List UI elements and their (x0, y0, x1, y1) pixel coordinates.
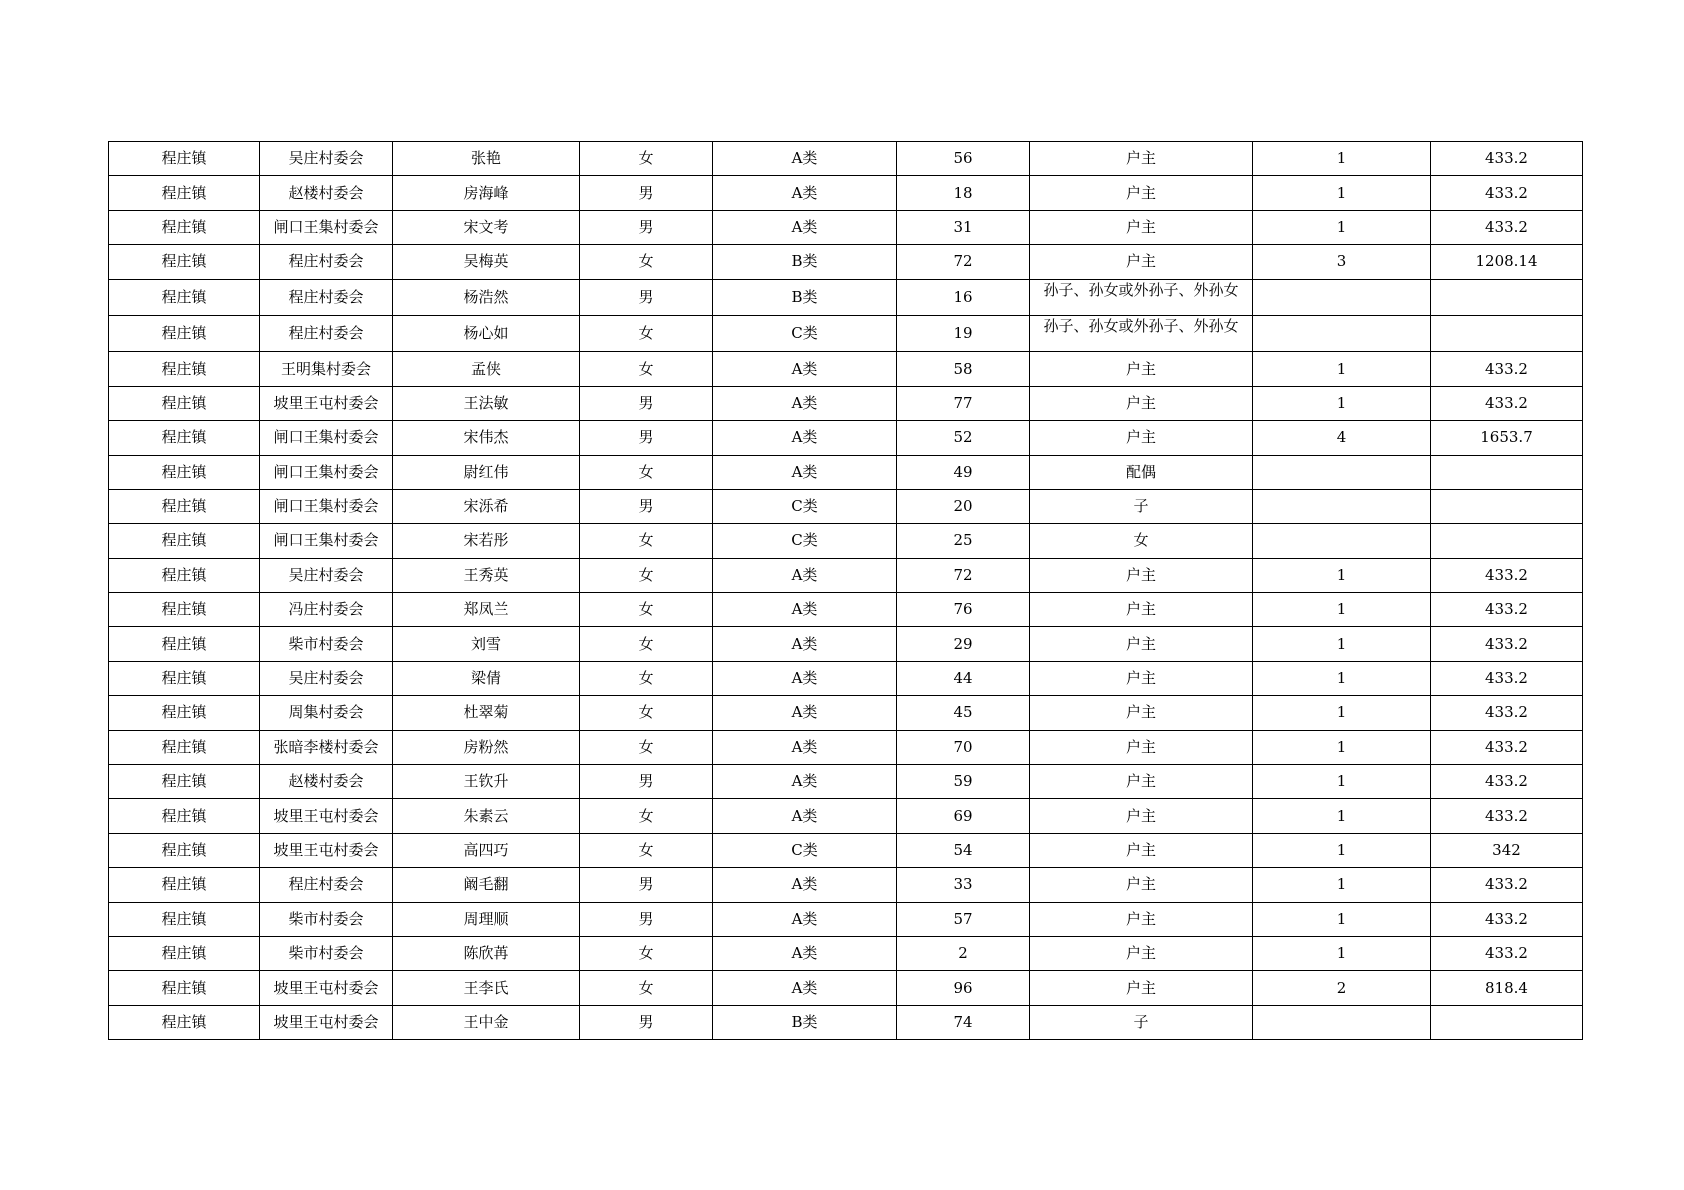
cell-relation: 户主 (1030, 352, 1253, 386)
cell-village-committee: 吴庄村委会 (260, 661, 393, 695)
cell-text: 孙子、孙女或外孙子、外孙女 (1043, 317, 1239, 335)
cell-household-size: 1 (1253, 558, 1431, 592)
cell-amount: 433.2 (1431, 210, 1583, 244)
cell-relation: 户主 (1030, 833, 1253, 867)
cell-relation: 户主 (1030, 730, 1253, 764)
cell-name: 杨心如 (393, 315, 580, 351)
cell-household-size: 1 (1253, 765, 1431, 799)
cell-category: B类 (713, 1005, 897, 1039)
cell-age: 58 (897, 352, 1030, 386)
cell-gender: 女 (580, 142, 713, 176)
cell-town: 程庄镇 (109, 421, 260, 455)
cell-amount: 433.2 (1431, 868, 1583, 902)
cell-relation: 户主 (1030, 696, 1253, 730)
cell-town: 程庄镇 (109, 386, 260, 420)
table-body (109, 142, 1583, 1040)
cell-household-size: 1 (1253, 799, 1431, 833)
cell-gender: 男 (580, 902, 713, 936)
cell-town: 程庄镇 (109, 661, 260, 695)
cell-age: 2 (897, 936, 1030, 970)
cell-category: A类 (713, 142, 897, 176)
cell-household-size: 1 (1253, 593, 1431, 627)
table-row (109, 730, 1583, 764)
cell-gender: 女 (580, 524, 713, 558)
cell-name: 房海峰 (393, 176, 580, 210)
cell-amount: 1208.14 (1431, 245, 1583, 279)
cell-age: 44 (897, 661, 1030, 695)
cell-town: 程庄镇 (109, 730, 260, 764)
cell-village-committee: 程庄村委会 (260, 279, 393, 315)
cell-name: 尉红伟 (393, 455, 580, 489)
cell-town: 程庄镇 (109, 765, 260, 799)
cell-name: 杨浩然 (393, 279, 580, 315)
cell-age: 16 (897, 279, 1030, 315)
cell-age: 33 (897, 868, 1030, 902)
cell-amount: 433.2 (1431, 936, 1583, 970)
cell-village-committee: 赵楼村委会 (260, 765, 393, 799)
cell-age: 56 (897, 142, 1030, 176)
table-row (109, 210, 1583, 244)
cell-name: 郑凤兰 (393, 593, 580, 627)
cell-household-size (1253, 524, 1431, 558)
cell-gender: 男 (580, 489, 713, 523)
cell-village-committee: 吴庄村委会 (260, 558, 393, 592)
cell-relation: 子 (1030, 1005, 1253, 1039)
cell-gender: 女 (580, 593, 713, 627)
cell-village-committee: 闸口王集村委会 (260, 489, 393, 523)
cell-name: 王秀英 (393, 558, 580, 592)
table-row (109, 765, 1583, 799)
cell-town: 程庄镇 (109, 696, 260, 730)
cell-age: 18 (897, 176, 1030, 210)
cell-town: 程庄镇 (109, 1005, 260, 1039)
cell-village-committee: 程庄村委会 (260, 315, 393, 351)
cell-name: 刘雪 (393, 627, 580, 661)
cell-age: 31 (897, 210, 1030, 244)
cell-category: A类 (713, 902, 897, 936)
cell-town: 程庄镇 (109, 210, 260, 244)
cell-amount: 818.4 (1431, 971, 1583, 1005)
cell-name: 张艳 (393, 142, 580, 176)
table-row (109, 627, 1583, 661)
cell-amount: 433.2 (1431, 558, 1583, 592)
cell-town: 程庄镇 (109, 176, 260, 210)
cell-gender: 女 (580, 558, 713, 592)
cell-relation: 户主 (1030, 386, 1253, 420)
cell-relation: 户主 (1030, 421, 1253, 455)
cell-household-size: 1 (1253, 386, 1431, 420)
cell-amount (1431, 1005, 1583, 1039)
cell-category: C类 (713, 524, 897, 558)
cell-name: 梁倩 (393, 661, 580, 695)
cell-town: 程庄镇 (109, 455, 260, 489)
cell-amount: 342 (1431, 833, 1583, 867)
cell-name: 宋文考 (393, 210, 580, 244)
cell-category: A类 (713, 176, 897, 210)
cell-category: A类 (713, 696, 897, 730)
table-row (109, 386, 1583, 420)
cell-village-committee: 坡里王屯村委会 (260, 799, 393, 833)
cell-village-committee: 吴庄村委会 (260, 142, 393, 176)
cell-category: A类 (713, 627, 897, 661)
cell-gender: 男 (580, 210, 713, 244)
cell-household-size: 1 (1253, 210, 1431, 244)
cell-category: A类 (713, 352, 897, 386)
cell-category: C类 (713, 489, 897, 523)
table-row (109, 833, 1583, 867)
cell-household-size: 1 (1253, 902, 1431, 936)
table-row (109, 593, 1583, 627)
cell-gender: 男 (580, 386, 713, 420)
cell-age: 54 (897, 833, 1030, 867)
cell-amount (1431, 489, 1583, 523)
cell-gender: 女 (580, 315, 713, 351)
cell-town: 程庄镇 (109, 799, 260, 833)
cell-text: 孙子、孙女或外孙子、外孙女 (1043, 281, 1239, 299)
cell-town: 程庄镇 (109, 315, 260, 351)
cell-age: 77 (897, 386, 1030, 420)
cell-household-size: 1 (1253, 696, 1431, 730)
table-row (109, 524, 1583, 558)
cell-age: 72 (897, 245, 1030, 279)
cell-gender: 女 (580, 936, 713, 970)
cell-name: 房粉然 (393, 730, 580, 764)
cell-age: 29 (897, 627, 1030, 661)
cell-gender: 女 (580, 799, 713, 833)
cell-village-committee: 程庄村委会 (260, 245, 393, 279)
table-row (109, 661, 1583, 695)
cell-relation: 户主 (1030, 627, 1253, 661)
cell-relation: 户主 (1030, 245, 1253, 279)
cell-amount (1431, 279, 1583, 315)
cell-relation (1030, 315, 1253, 351)
cell-household-size: 1 (1253, 730, 1431, 764)
cell-relation: 户主 (1030, 868, 1253, 902)
cell-gender: 男 (580, 1005, 713, 1039)
cell-category: C类 (713, 833, 897, 867)
cell-relation: 女 (1030, 524, 1253, 558)
table-row (109, 455, 1583, 489)
cell-town: 程庄镇 (109, 558, 260, 592)
cell-household-size: 1 (1253, 176, 1431, 210)
cell-village-committee: 闸口王集村委会 (260, 524, 393, 558)
cell-village-committee: 坡里王屯村委会 (260, 971, 393, 1005)
cell-relation (1030, 279, 1253, 315)
cell-town: 程庄镇 (109, 279, 260, 315)
cell-gender: 女 (580, 661, 713, 695)
cell-relation: 户主 (1030, 971, 1253, 1005)
cell-household-size: 3 (1253, 245, 1431, 279)
cell-gender: 女 (580, 352, 713, 386)
cell-town: 程庄镇 (109, 868, 260, 902)
cell-household-size: 1 (1253, 936, 1431, 970)
cell-gender: 女 (580, 730, 713, 764)
cell-town: 程庄镇 (109, 489, 260, 523)
cell-name: 宋泺希 (393, 489, 580, 523)
cell-gender: 女 (580, 245, 713, 279)
cell-relation: 户主 (1030, 142, 1253, 176)
cell-amount: 433.2 (1431, 176, 1583, 210)
cell-household-size: 1 (1253, 833, 1431, 867)
cell-gender: 女 (580, 971, 713, 1005)
table-row (109, 279, 1583, 315)
table-row (109, 421, 1583, 455)
cell-category: A类 (713, 455, 897, 489)
cell-village-committee: 闸口王集村委会 (260, 421, 393, 455)
cell-name: 杜翠菊 (393, 696, 580, 730)
cell-relation: 户主 (1030, 936, 1253, 970)
cell-relation: 户主 (1030, 558, 1253, 592)
cell-name: 王中金 (393, 1005, 580, 1039)
table-row (109, 315, 1583, 351)
cell-relation: 户主 (1030, 765, 1253, 799)
cell-age: 20 (897, 489, 1030, 523)
cell-category: A类 (713, 558, 897, 592)
cell-household-size (1253, 315, 1431, 351)
cell-village-committee: 坡里王屯村委会 (260, 386, 393, 420)
cell-gender: 男 (580, 868, 713, 902)
cell-amount: 433.2 (1431, 352, 1583, 386)
cell-age: 96 (897, 971, 1030, 1005)
cell-amount: 433.2 (1431, 661, 1583, 695)
table-row (109, 352, 1583, 386)
cell-relation: 配偶 (1030, 455, 1253, 489)
cell-category: A类 (713, 868, 897, 902)
cell-age: 45 (897, 696, 1030, 730)
cell-village-committee: 王明集村委会 (260, 352, 393, 386)
cell-household-size: 4 (1253, 421, 1431, 455)
cell-village-committee: 冯庄村委会 (260, 593, 393, 627)
cell-gender: 男 (580, 421, 713, 455)
cell-gender: 男 (580, 176, 713, 210)
cell-amount: 433.2 (1431, 799, 1583, 833)
cell-name: 阚毛翻 (393, 868, 580, 902)
cell-relation: 户主 (1030, 902, 1253, 936)
cell-relation: 户主 (1030, 799, 1253, 833)
cell-amount (1431, 524, 1583, 558)
cell-town: 程庄镇 (109, 142, 260, 176)
cell-household-size: 1 (1253, 627, 1431, 661)
cell-amount (1431, 455, 1583, 489)
table-row (109, 558, 1583, 592)
cell-category: A类 (713, 971, 897, 1005)
cell-village-committee: 闸口王集村委会 (260, 210, 393, 244)
cell-age: 19 (897, 315, 1030, 351)
cell-household-size (1253, 1005, 1431, 1039)
cell-town: 程庄镇 (109, 352, 260, 386)
cell-amount: 433.2 (1431, 593, 1583, 627)
cell-age: 70 (897, 730, 1030, 764)
cell-relation: 子 (1030, 489, 1253, 523)
cell-town: 程庄镇 (109, 902, 260, 936)
cell-amount (1431, 315, 1583, 351)
cell-category: A类 (713, 661, 897, 695)
cell-name: 朱素云 (393, 799, 580, 833)
cell-household-size: 1 (1253, 661, 1431, 695)
cell-name: 王钦升 (393, 765, 580, 799)
cell-amount: 433.2 (1431, 765, 1583, 799)
cell-category: C类 (713, 315, 897, 351)
cell-category: A类 (713, 936, 897, 970)
table-row (109, 176, 1583, 210)
cell-village-committee: 张暗李楼村委会 (260, 730, 393, 764)
cell-household-size: 2 (1253, 971, 1431, 1005)
cell-relation: 户主 (1030, 593, 1253, 627)
cell-town: 程庄镇 (109, 833, 260, 867)
cell-age: 57 (897, 902, 1030, 936)
cell-age: 49 (897, 455, 1030, 489)
data-table (108, 141, 1583, 1040)
table-row (109, 971, 1583, 1005)
cell-category: B类 (713, 279, 897, 315)
cell-name: 宋若彤 (393, 524, 580, 558)
cell-household-size: 1 (1253, 868, 1431, 902)
cell-category: A类 (713, 593, 897, 627)
cell-amount: 433.2 (1431, 627, 1583, 661)
cell-town: 程庄镇 (109, 245, 260, 279)
cell-category: A类 (713, 210, 897, 244)
cell-relation: 户主 (1030, 210, 1253, 244)
cell-town: 程庄镇 (109, 936, 260, 970)
table-row (109, 902, 1583, 936)
cell-village-committee: 周集村委会 (260, 696, 393, 730)
cell-age: 69 (897, 799, 1030, 833)
cell-gender: 女 (580, 455, 713, 489)
cell-household-size: 1 (1253, 352, 1431, 386)
cell-gender: 男 (580, 765, 713, 799)
table-row (109, 142, 1583, 176)
cell-gender: 女 (580, 627, 713, 661)
cell-name: 陈欣苒 (393, 936, 580, 970)
table-row (109, 868, 1583, 902)
table-row (109, 245, 1583, 279)
table-row (109, 489, 1583, 523)
table-row (109, 936, 1583, 970)
cell-town: 程庄镇 (109, 627, 260, 661)
cell-village-committee: 坡里王屯村委会 (260, 1005, 393, 1039)
cell-name: 周理顺 (393, 902, 580, 936)
cell-town: 程庄镇 (109, 593, 260, 627)
cell-amount: 433.2 (1431, 730, 1583, 764)
cell-household-size (1253, 489, 1431, 523)
cell-village-committee: 柴市村委会 (260, 936, 393, 970)
cell-name: 王李氏 (393, 971, 580, 1005)
cell-village-committee: 柴市村委会 (260, 627, 393, 661)
cell-age: 25 (897, 524, 1030, 558)
cell-name: 王法敏 (393, 386, 580, 420)
cell-amount: 433.2 (1431, 696, 1583, 730)
cell-village-committee: 赵楼村委会 (260, 176, 393, 210)
cell-age: 72 (897, 558, 1030, 592)
cell-household-size: 1 (1253, 142, 1431, 176)
cell-village-committee: 坡里王屯村委会 (260, 833, 393, 867)
cell-amount: 433.2 (1431, 142, 1583, 176)
cell-category: A类 (713, 765, 897, 799)
cell-age: 76 (897, 593, 1030, 627)
cell-category: A类 (713, 421, 897, 455)
cell-household-size (1253, 455, 1431, 489)
cell-relation: 户主 (1030, 176, 1253, 210)
cell-category: A类 (713, 799, 897, 833)
table-row (109, 696, 1583, 730)
cell-name: 孟侠 (393, 352, 580, 386)
cell-category: A类 (713, 386, 897, 420)
cell-category: A类 (713, 730, 897, 764)
cell-village-committee: 闸口王集村委会 (260, 455, 393, 489)
cell-town: 程庄镇 (109, 971, 260, 1005)
cell-name: 吴梅英 (393, 245, 580, 279)
cell-village-committee: 柴市村委会 (260, 902, 393, 936)
cell-amount: 433.2 (1431, 386, 1583, 420)
cell-category: B类 (713, 245, 897, 279)
cell-amount: 433.2 (1431, 902, 1583, 936)
cell-name: 宋伟杰 (393, 421, 580, 455)
cell-gender: 女 (580, 696, 713, 730)
cell-town: 程庄镇 (109, 524, 260, 558)
cell-age: 59 (897, 765, 1030, 799)
table-row (109, 1005, 1583, 1039)
cell-amount: 1653.7 (1431, 421, 1583, 455)
cell-gender: 男 (580, 279, 713, 315)
cell-village-committee: 程庄村委会 (260, 868, 393, 902)
cell-household-size (1253, 279, 1431, 315)
cell-age: 74 (897, 1005, 1030, 1039)
cell-name: 高四巧 (393, 833, 580, 867)
cell-relation: 户主 (1030, 661, 1253, 695)
table-row (109, 799, 1583, 833)
cell-gender: 女 (580, 833, 713, 867)
cell-age: 52 (897, 421, 1030, 455)
